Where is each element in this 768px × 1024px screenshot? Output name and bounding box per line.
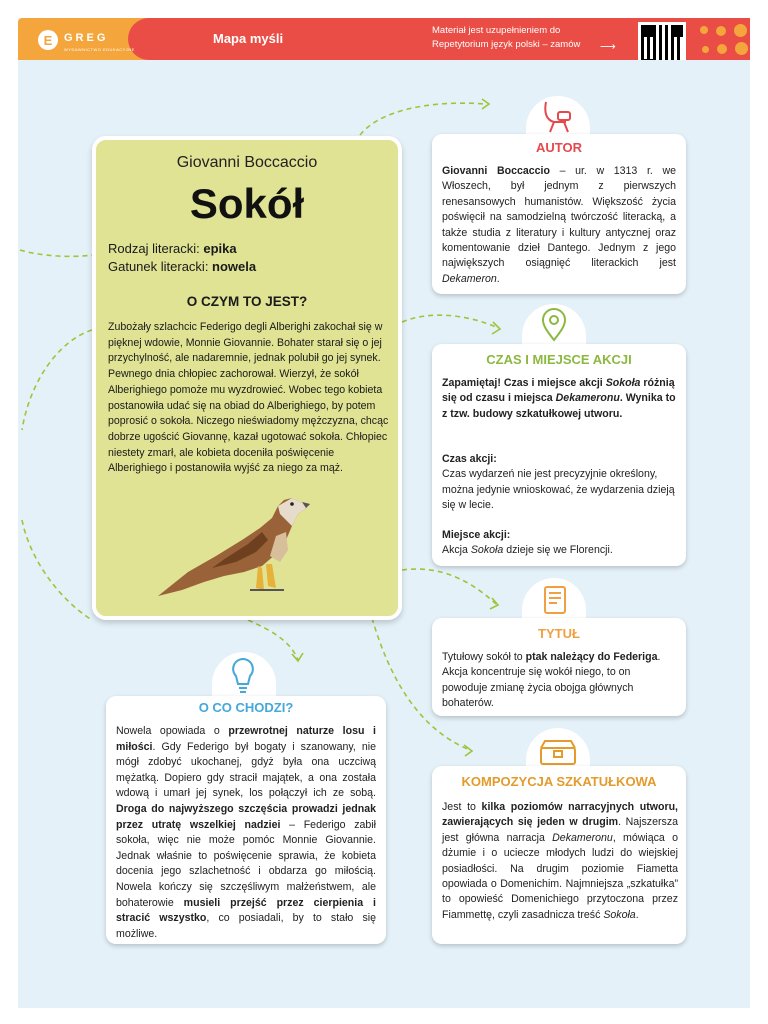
chodzi-part2: . Gdy Federigo był bogaty i szanowany, nie mógł zdobyć ukochanej, gdyż była ona uczciwą mężatką. Dopiero gdy stracił majątek, a ona została wdową i umarł jej synek, los połączył ich ze sobą. (116, 740, 376, 800)
banner-title: Mapa myśli (213, 31, 284, 46)
komp-italic2: Sokoła (603, 908, 636, 921)
logo-subtitle: WYDAWNICTWO EDUKACYJNE (64, 47, 135, 52)
tytul-card (432, 618, 686, 716)
autor-card (432, 134, 686, 294)
autor-lead: Giovanni Boccaccio (442, 165, 550, 177)
chodzi-title: O CO CHODZI? (198, 700, 294, 715)
author-name: Giovanni Boccaccio (176, 154, 318, 171)
chodzi-part3: – Federigo zabił sokoła, więc nie może pomóc Monnie Giovannie. Jednak właśnie to poświęcenie sprawia, że kobieta docenia jego szlachetność i obdarza go miłością. Nowela kończy się szczęśliwym małżeństwem, ale bohaterowie (116, 818, 376, 909)
komp-italic1: Dekameronu (552, 831, 613, 844)
remember-part2: różnią się od czasu i miejsca (442, 377, 675, 405)
genre-info (108, 240, 256, 276)
summary-text: Zubożały szlachcic Federigo degli Alberighi zakochał się w pięknej wdowie, Monnie Giovannie. Bohater starał się o jej przychylność, ale nadaremnie, jednak polubił go jej synek. Pewnego dnia chłopiec zachorował. Wierzył, że sokół Alberighiego pomoże mu wyzdrowieć. Wobec tego kobieta postanowiła udać się na obiad do Alberighiego, by potem poprosić o sokoła. Niczego nieświadomy mężczyzna, chcąc dobrze ugościć Giovannę, kazał ugotować sokoła. Chłopiec niestety zmarł, ale kobieta doceniła poświęcenie Alberighiego i postanowiła wyjść za niego za mąż. (108, 321, 389, 475)
banner-note-line2: Repetytorium język polski – zamów (432, 39, 581, 50)
komp-part3: , mówiąca o dżumie i o uciecze młodych ludzi do wiejskiej posiadłości. Na drugim poziomie Fiametta opowiada o Domenichim. Najmniejsza „szkatułka” to opowieść Domenichiego przytoczona przez Fiammettę, czyli zasadnicza treść (442, 831, 678, 921)
autor-body: – ur. w 1313 r. we Włoszech, był jednym z pierwszych renesansowych humanistów. Większość życia poświęcił na samodzielną twórczość literacką, a także studia z literatury i kultury antycznej oraz komentowanie dzieł Dantego. Jednym z jego największych osiągnięć literackich jest (442, 165, 676, 270)
autor-title: AUTOR (536, 140, 582, 155)
komp-part1: Jest to (442, 801, 482, 813)
remember-part1: Zapamiętaj! Czas i miejsce akcji (442, 377, 606, 389)
chodzi-part1: Nowela opowiada o (116, 725, 229, 737)
genre-label: Rodzaj literacki: (108, 241, 204, 256)
remember-italic1: Sokoła (605, 377, 641, 389)
place-part1: Akcja (442, 544, 471, 557)
chodzi-part4: , co posiadali, by to stało się możliwe. (116, 912, 376, 940)
czas-time (442, 452, 678, 514)
remember-part3: . Wynika to z tzw. budowy szkatułkowej utworu. (442, 392, 676, 420)
kind-value: nowela (212, 259, 257, 274)
book-icon (541, 584, 569, 616)
kind-label: Gatunek literacki: (108, 259, 213, 274)
czas-remember (442, 376, 678, 422)
chodzi-bold1: przewrotnej naturze losu i miłości (116, 725, 376, 753)
top-banner (18, 18, 750, 60)
chodzi-text (116, 724, 376, 942)
lightbulb-icon (230, 656, 256, 694)
chest-icon (538, 738, 578, 766)
summary-heading: O CZYM TO JEST? (186, 294, 308, 309)
book-title: Sokół (189, 180, 305, 227)
place-part2: dzieje się we Florencji. (503, 544, 613, 557)
komp-part2: . Najszersza jest główna narracja (442, 816, 679, 844)
falcon-illustration (152, 492, 312, 602)
kompozycja-card (432, 766, 686, 944)
time-label: Czas akcji: (442, 453, 497, 465)
genre-value: epika (203, 241, 237, 256)
tytul-bold: ptak należący do Federiga (525, 651, 658, 663)
chodzi-bold2: Droga do najwyższego szczęścia prowadzi jednak przez utratę wszelkiej nadziei (116, 802, 376, 831)
tytul-text (442, 650, 678, 712)
main-card (92, 136, 402, 620)
czas-card (432, 344, 686, 566)
autor-end: . (496, 272, 500, 285)
chodzi-bold3: musieli przejść przez cierpienia i stracić wszystko (116, 896, 376, 925)
place-label: Miejsce akcji: (442, 529, 511, 541)
tytul-part1: Tytułowy sokół to (442, 651, 526, 663)
logo-badge-icon: E (38, 30, 58, 50)
czas-title: CZAS I MIEJSCE AKCJI (486, 352, 632, 367)
czas-place (442, 528, 678, 559)
decorative-dots (700, 22, 750, 60)
chodzi-card (106, 696, 386, 944)
arrow-right-icon: ⟶ (600, 41, 616, 53)
logo-name: GREG (64, 32, 109, 44)
location-pin-icon (540, 308, 568, 342)
chair-icon (540, 98, 576, 134)
time-text: Czas wydarzeń nie jest precyzyjnie określony, można jedynie wnioskować, że wydarzenia dzieją się w lecie. (442, 468, 675, 512)
qr-code[interactable] (638, 22, 686, 60)
publisher-logo[interactable] (38, 28, 135, 52)
tytul-part2: . Akcja koncentruje się wokół niego, to on powoduje zmianę życia obojga głównych bohaterów. (442, 651, 661, 710)
komp-bold1: kilka poziomów narracyjnych utworu, zawierających się jeden w drugim (442, 801, 678, 829)
tytul-title: TYTUŁ (538, 626, 580, 641)
komp-part4: . (635, 908, 639, 921)
banner-note-line1: Materiał jest uzupełnieniem do (432, 25, 561, 36)
kompozycja-text (442, 800, 678, 923)
autor-work: Dekameron (442, 272, 497, 285)
place-italic: Sokoła (470, 544, 504, 557)
remember-italic2: Dekameronu (555, 392, 620, 405)
kompozycja-title: KOMPOZYCJA SZKATUŁKOWA (461, 774, 657, 789)
autor-text (442, 164, 676, 287)
